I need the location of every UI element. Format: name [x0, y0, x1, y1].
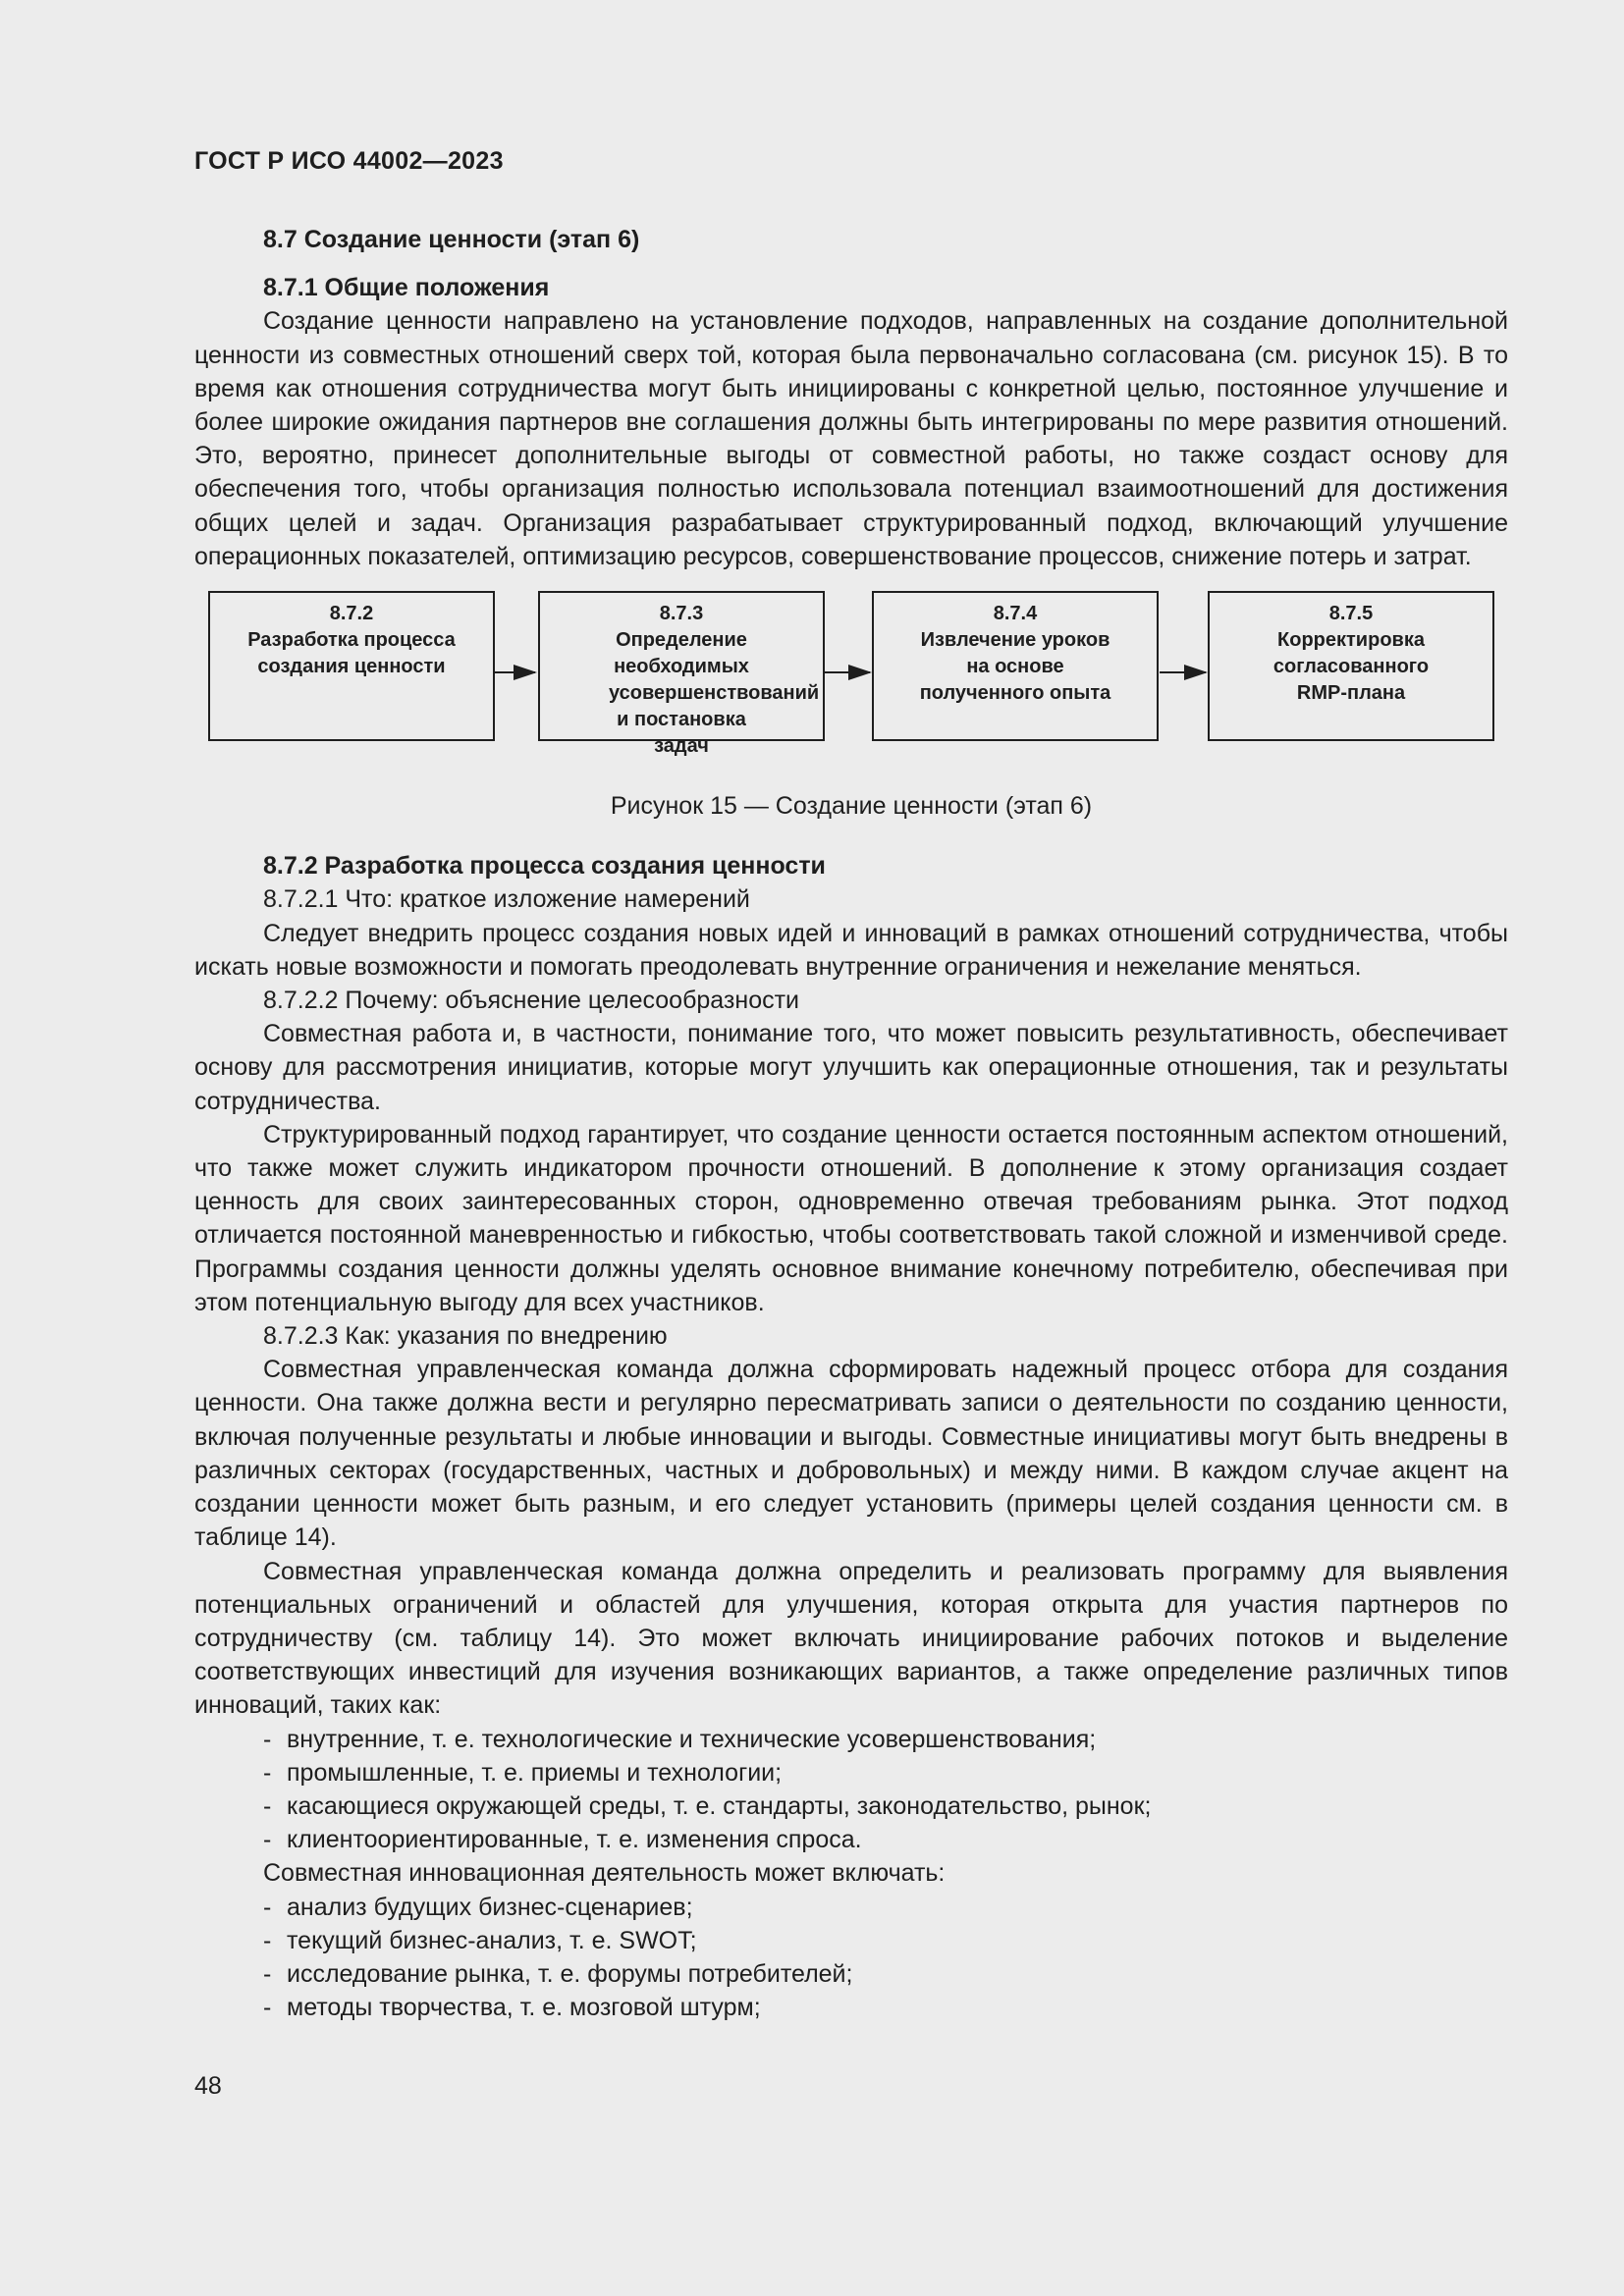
flow-box-text: Извлечение уроков на основе полученного опыта [919, 629, 1111, 705]
page-content [194, 223, 1508, 2024]
page-number: 48 [194, 2072, 222, 2100]
flow-box-873 [538, 591, 825, 758]
how-text-1: Совместная управленческая команда должна сформировать надежный процесс отбора для создания ценности. Она также должна вести и регулярно пересматривать записи о деятельности по созданию ценности, включая полученные результаты и любые инновации и выгоды. Совместные инициативы могут быть внедрены в различных секторах (государственных, частных и добровольных) и между ними. В каждом случае акцент на создании ценности может быть разным, и его следует установить (примеры целей создания ценности см. в таблице 14). [194, 1356, 1508, 1552]
what-text: Следует внедрить процесс создания новых идей и инноваций в рамках отношений сотрудничества, чтобы искать новые возможности и помогать преодолевать внутренние ограничения и нежелание меняться. [194, 919, 1508, 981]
intro-paragraph: Создание ценности направлено на установление подходов, направленных на создание дополнительной ценности из совместных отношений сверх той, которая была первоначально согласована (см. рисунок 15). В то время как отношения сотрудничества могут быть инициированы с конкретной целью, постоянное улучшение и более широкие ожидания партнеров вне соглашения должны быть интегрированы по мере развития отношений. Это, вероятно, принесет дополнительные выгоды от совместной работы, но также создаст основу для обеспечения того, чтобы организация полностью использовала потенциал взаимоотношений для достижения общих целей и задач. Организация разрабатывает структурированный подход, включающий улучшение операционных показателей, оптимизацию ресурсов, совершенствование процессов, снижение потерь и затрат. [194, 307, 1508, 570]
flow-box-874 [872, 591, 1159, 741]
section-872-title: 8.7.2 Разработка процесса создания ценности [263, 852, 826, 881]
flow-box-875 [1208, 591, 1494, 741]
section-title: 8.7 Создание ценности (этап 6) [263, 226, 640, 253]
why-heading: 8.7.2.2 Почему: объяснение целесообразности [263, 987, 800, 1015]
list-item: - методы творчества, т. е. мозговой штурм; [263, 1994, 761, 2022]
flow-box-number: 8.7.3 [659, 603, 704, 625]
flow-box-text: Разработка процесса создания ценности [247, 629, 456, 678]
list-item: - текущий бизнес-анализ, т. е. SWOT; [263, 1926, 697, 1954]
document-header: ГОСТ Р ИСО 44002—2023 [194, 147, 504, 175]
subsection-title: 8.7.1 Общие положения [263, 274, 550, 302]
why-text-2: Структурированный подход гарантирует, что создание ценности остается постоянным аспектом отношений, что также может служить индикатором прочности отношений. В дополнение к этому организация создает ценность для своих заинтересованных сторон, одновременно отвечая требованиям рынка. Этот подход отличается постоянной маневренностью и гибкостью, чтобы соответствовать такой сложной и изменчивой среде. Программы создания ценности должны уделять основное внимание конечному потребителю, обеспечивая при этом потенциальную выгоду для всех участников. [194, 1120, 1508, 1316]
list-item: - исследование рынка, т. е. форумы потребителей; [263, 1959, 853, 1988]
what-heading: 8.7.2.1 Что: краткое изложение намерений [263, 885, 750, 914]
activity-intro: Совместная инновационная деятельность может включать: [263, 1859, 946, 1888]
how-heading: 8.7.2.3 Как: указания по внедрению [263, 1322, 668, 1351]
figure-15 [194, 573, 1508, 789]
flow-box-text: Определение необходимых усовершенствований и постановка задач [609, 629, 820, 758]
list-item: - внутренние, т. е. технологические и технические усовершенствования; [263, 1725, 1097, 1753]
why-text-1: Совместная работа и, в частности, понимание того, что может повысить результативность, обеспечивает основу для рассмотрения инициатив, которые могут улучшить как операционные отношения, так и результаты сотрудничества. [194, 1020, 1508, 1115]
flow-box-number: 8.7.2 [329, 603, 374, 625]
flow-box-872 [208, 591, 495, 741]
list-item: - касающиеся окружающей среды, т. е. стандарты, законодательство, рынок; [263, 1791, 1152, 1820]
how-text-2: Совместная управленческая команда должна определить и реализовать программу для выявления потенциальных ограничений и областей для улучшения, которая открыта для участия партнеров по сотрудничеству (см. таблицу 14). Это может включать инициирование рабочих потоков и выделение соответствующих инвестиций для изучения возникающих вариантов, а также определение различных типов инноваций, таких как: [194, 1557, 1508, 1720]
list-item: - промышленные, т. е. приемы и технологии; [263, 1758, 783, 1787]
flow-box-text: Корректировка согласованного RMP-плана [1272, 629, 1430, 705]
figure-caption: Рисунок 15 — Создание ценности (этап 6) [610, 792, 1093, 821]
flow-box-number: 8.7.4 [993, 603, 1038, 625]
flow-box-number: 8.7.5 [1328, 603, 1374, 625]
list-item: - анализ будущих бизнес-сценариев; [263, 1893, 693, 1921]
list-item: - клиентоориентированные, т. е. изменения спроса. [263, 1826, 862, 1854]
